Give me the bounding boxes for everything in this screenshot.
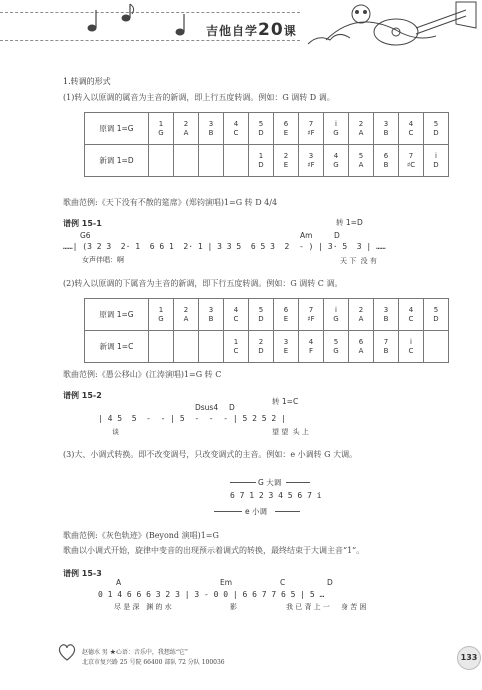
chord-symbol: A [116, 578, 122, 587]
table-cell: 2 A [174, 113, 199, 145]
modulation-mark: 转 1=D [336, 218, 363, 227]
table-cell: 4 C [399, 299, 424, 331]
table-cell: 5 D [424, 113, 449, 145]
table-cell: 6 A [349, 331, 374, 363]
table-row [85, 331, 449, 363]
lyric-line: 影 [230, 603, 237, 611]
example-label: 谱例 15-2 [63, 391, 102, 400]
table-cell: 5 G [324, 331, 349, 363]
table-cell: 4 C [399, 113, 424, 145]
paragraph: (2)转入以原调的下属音为主音的新调，即下行五度转调。例如：G 调转 C 调。 [63, 279, 343, 288]
major-key-label: G 大调 [258, 478, 282, 487]
table-cell: 4 C [224, 113, 249, 145]
table-cell: 3 B [199, 299, 224, 331]
table-cell: 2 E [274, 145, 299, 177]
table-cell [199, 145, 224, 177]
bracket-line [275, 511, 300, 512]
table-cell: 5 D [249, 113, 274, 145]
table-cell: 2 D [249, 331, 274, 363]
footer-address: 北京市复兴路 25 号院 66400 部队 72 分队 100036 [82, 659, 225, 666]
notation-line: | 4 5 5 - - | 5 - - - | 5 2 5 2 | [98, 414, 286, 423]
footer-credit: 赵德水 男 ★心语：音乐中，我想练“它” [82, 649, 188, 656]
paragraph: (1)转入以原调的属音为主音的新调，即上行五度转调。例如：G 调转 D 调。 [63, 93, 335, 102]
chord-symbol: Em [220, 578, 233, 587]
chord-symbol: Am [300, 231, 313, 240]
song-example: 歌曲范例:《愚公移山》(江涛演唱)1=G 转 C [63, 370, 222, 379]
table-cell: 3 B [199, 113, 224, 145]
table-cell: 5 D [249, 299, 274, 331]
table-cell: 2 A [349, 113, 374, 145]
table-row [85, 299, 449, 331]
table-cell: 4 C [224, 299, 249, 331]
table-cell: i G [324, 299, 349, 331]
table-cell: 3 B [374, 113, 399, 145]
table-cell: 3 B [374, 299, 399, 331]
table-cell: 3 E [274, 331, 299, 363]
table-cell: i C [399, 331, 424, 363]
table-cell: 1 G [149, 113, 174, 145]
bracket-line [230, 482, 256, 483]
chord-symbol: D [327, 578, 333, 587]
table-cell-label: 原调 1=G [85, 299, 149, 331]
table-cell-label: 原调 1=G [85, 113, 149, 145]
key-table [84, 112, 449, 177]
bracket-line [214, 511, 242, 512]
scale-notes: 6 7 1 2 3 4 5 6 7 i [230, 491, 322, 500]
chord-symbol: D [229, 403, 235, 412]
modulation-mark: 转 1=C [272, 397, 299, 406]
table-cell: 5 D [424, 299, 449, 331]
lyric-line: 天 下 没 有 [340, 257, 377, 265]
key-table [84, 298, 449, 363]
table-row [85, 113, 449, 145]
heart-icon [56, 641, 78, 663]
song-example: 歌曲范例:《天下没有不散的筵席》(郑钧演唱)1=G 转 D 4/4 [63, 198, 278, 207]
lyric-line: 尽 是 深 渊 的 水 [114, 603, 172, 611]
chord-symbol: Dsus4 [195, 403, 219, 412]
table-cell [149, 145, 174, 177]
minor-key-label: e 小调 [245, 507, 267, 516]
table-cell: 7 B [374, 331, 399, 363]
bracket-line [286, 482, 310, 483]
table-cell: 4 G [324, 145, 349, 177]
chord-symbol: G6 [80, 231, 91, 240]
table-cell: 1 G [149, 299, 174, 331]
table-cell: 7 ♯F [299, 299, 324, 331]
chord-symbol: D [334, 231, 340, 240]
lyric-line: 望 望 头 上 [272, 428, 309, 436]
example-label: 谱例 15-1 [63, 219, 102, 228]
notation-line: ……| (3 2 3 2· 1 6 6 1 2· 1 | 3 3 5 6 5 3 2 - ) | 3· 5 3 | …… [63, 242, 386, 251]
table-cell [174, 145, 199, 177]
table-cell: 6 E [274, 299, 299, 331]
table-cell [424, 331, 449, 363]
table-cell [224, 145, 249, 177]
table-cell [149, 331, 174, 363]
lyric-line: 我 已 背 上 一 身 苦 困 [286, 603, 367, 611]
paragraph: 歌曲以小调式开始，旋律中变音的出现预示着调式的转换，最终结束于大调主音“1”。 [63, 546, 365, 555]
table-cell: 1 C [224, 331, 249, 363]
table-cell: 3 ♯F [299, 145, 324, 177]
table-cell [174, 331, 199, 363]
guitar-illustration-icon [306, 0, 482, 50]
song-example: 歌曲范例:《灰色轨迹》(Beyond 演唱)1=G [63, 531, 219, 540]
table-cell [199, 331, 224, 363]
table-cell: 7 ♯C [399, 145, 424, 177]
notation-line: 0 1 4 6 6 6 3 2 3 | 3 - 0 0 | 6 6 7 7 6 5 | 5 … [98, 590, 325, 599]
header-title: 吉他自学20课 [206, 20, 297, 40]
example-label: 谱例 15-3 [63, 569, 102, 578]
table-cell: 7 ♯F [299, 113, 324, 145]
table-row [85, 145, 449, 177]
lyric-line: 女声伴唱：啊 [82, 256, 124, 264]
header-band [0, 0, 482, 46]
chord-symbol: C [280, 578, 286, 587]
table-cell: 6 B [374, 145, 399, 177]
lyric-line: 谈 [112, 428, 119, 436]
page-number: 133 [457, 646, 481, 670]
table-cell: i G [324, 113, 349, 145]
table-cell: 1 D [249, 145, 274, 177]
section-title: 1.转调的形式 [63, 77, 111, 86]
table-cell: 5 A [349, 145, 374, 177]
table-cell: 2 A [174, 299, 199, 331]
paragraph: (3)大、小调式转换。即不改变调号，只改变调式的主音。例如：e 小调转 G 大调。 [63, 450, 358, 459]
table-cell: 2 A [349, 299, 374, 331]
music-notes-icon [30, 2, 190, 42]
table-cell-label: 新调 1=C [85, 331, 149, 363]
table-cell: i D [424, 145, 449, 177]
table-cell: 4 F [299, 331, 324, 363]
table-cell: 6 E [274, 113, 299, 145]
table-cell-label: 新调 1=D [85, 145, 149, 177]
